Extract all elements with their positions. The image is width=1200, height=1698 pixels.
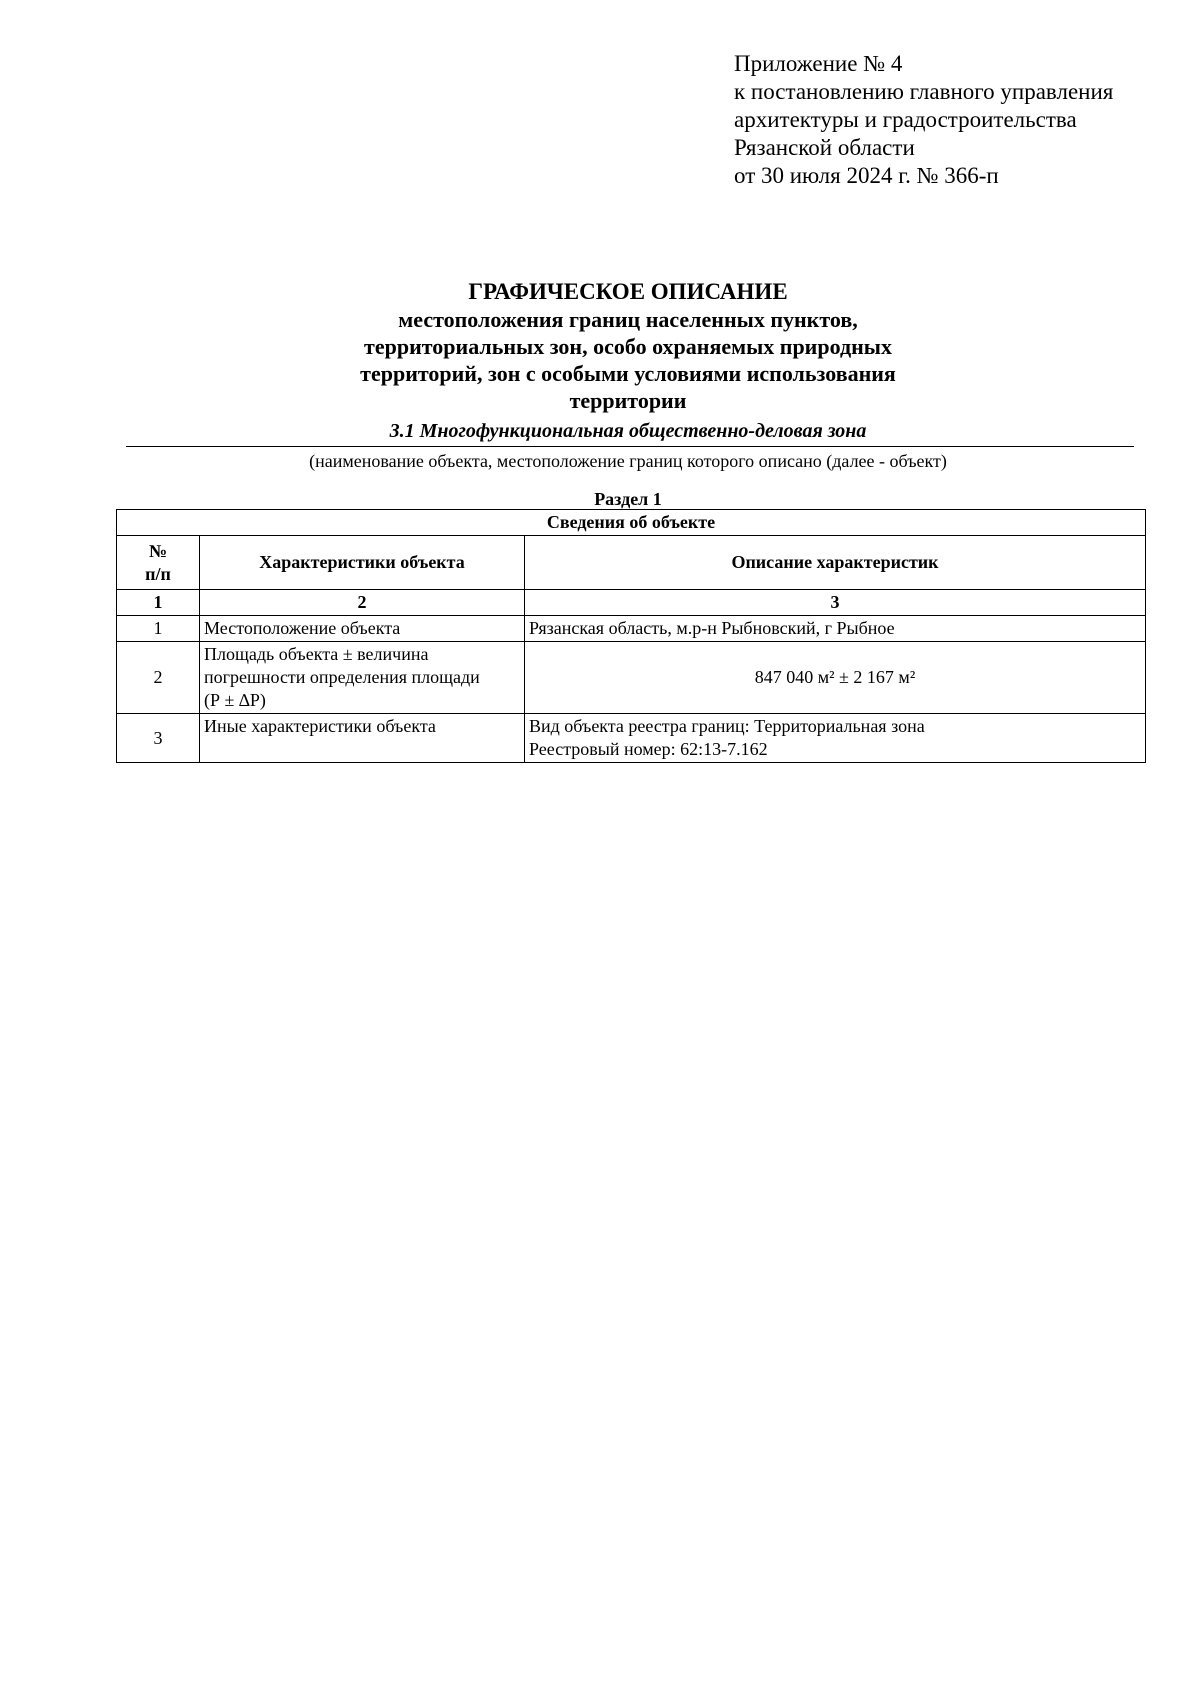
row-description [525,714,1146,763]
row-description-line-2: Реестровый номер: 62:13-7.162 [529,739,768,759]
table-header-row [117,536,1146,590]
header-characteristics: Характеристики объекта [200,536,525,590]
row-number: 1 [117,616,200,642]
row-characteristic: Местоположение объекта [200,616,525,642]
object-caption: (наименование объекта, местоположение границ которого описано (далее - объект) [309,451,947,471]
row-description-line-1: Вид объекта реестра границ: Территориальная зона [529,716,925,736]
row-description: 847 040 м² ± 2 167 м² [525,642,1146,714]
appendix-date: от 30 июля 2024 г. № 366-п [734,163,999,188]
row-characteristic [200,642,525,714]
section-title: Раздел 1 [594,489,662,509]
row-characteristic-line-1: Площадь объекта ± величина [204,644,429,664]
object-name: 3.1 Многофункциональная общественно-деловая зона [389,420,867,442]
appendix-reference: к постановлению главного управления [734,79,1114,104]
row-characteristic-line-2: погрешности определения площади [204,667,480,687]
header-num [117,536,200,590]
column-number-row [117,590,1146,616]
column-number-3: 3 [525,590,1146,616]
object-info-table [116,509,1146,763]
column-number-2: 2 [200,590,525,616]
table-title-row [117,510,1146,536]
appendix-number: Приложение № 4 [734,51,903,76]
row-characteristic: Иные характеристики объекта [200,714,525,763]
document-subtitle-line-4: территории [569,388,687,413]
appendix-region: Рязанской области [734,135,915,160]
table-row [117,642,1146,714]
table-row [117,616,1146,642]
row-number: 3 [117,714,200,763]
header-num-line-1: № [148,540,168,561]
document-subtitle-line-3: территорий, зон с особыми условиями использования [360,361,896,386]
document-title: ГРАФИЧЕСКОЕ ОПИСАНИЕ [468,279,788,304]
title-block [116,278,1140,414]
document-subtitle-line-1: местоположения границ населенных пунктов, [398,307,858,332]
header-description: Описание характеристик [525,536,1146,590]
row-number: 2 [117,642,200,714]
document-subtitle-line-2: территориальных зон, особо охраняемых природных [364,334,892,359]
row-characteristic-line-3: (Р ± ∆Р) [204,690,266,710]
object-underline [126,446,1134,447]
appendix-block [734,50,1113,190]
appendix-authority: архитектуры и градостроительства [734,107,1077,132]
column-number-1: 1 [117,590,200,616]
table-row [117,714,1146,763]
header-num-line-2: п/п [145,563,171,584]
row-description: Рязанская область, м.р-н Рыбновский, г Рыбное [525,616,1146,642]
table-title: Сведения об объекте [117,510,1146,536]
